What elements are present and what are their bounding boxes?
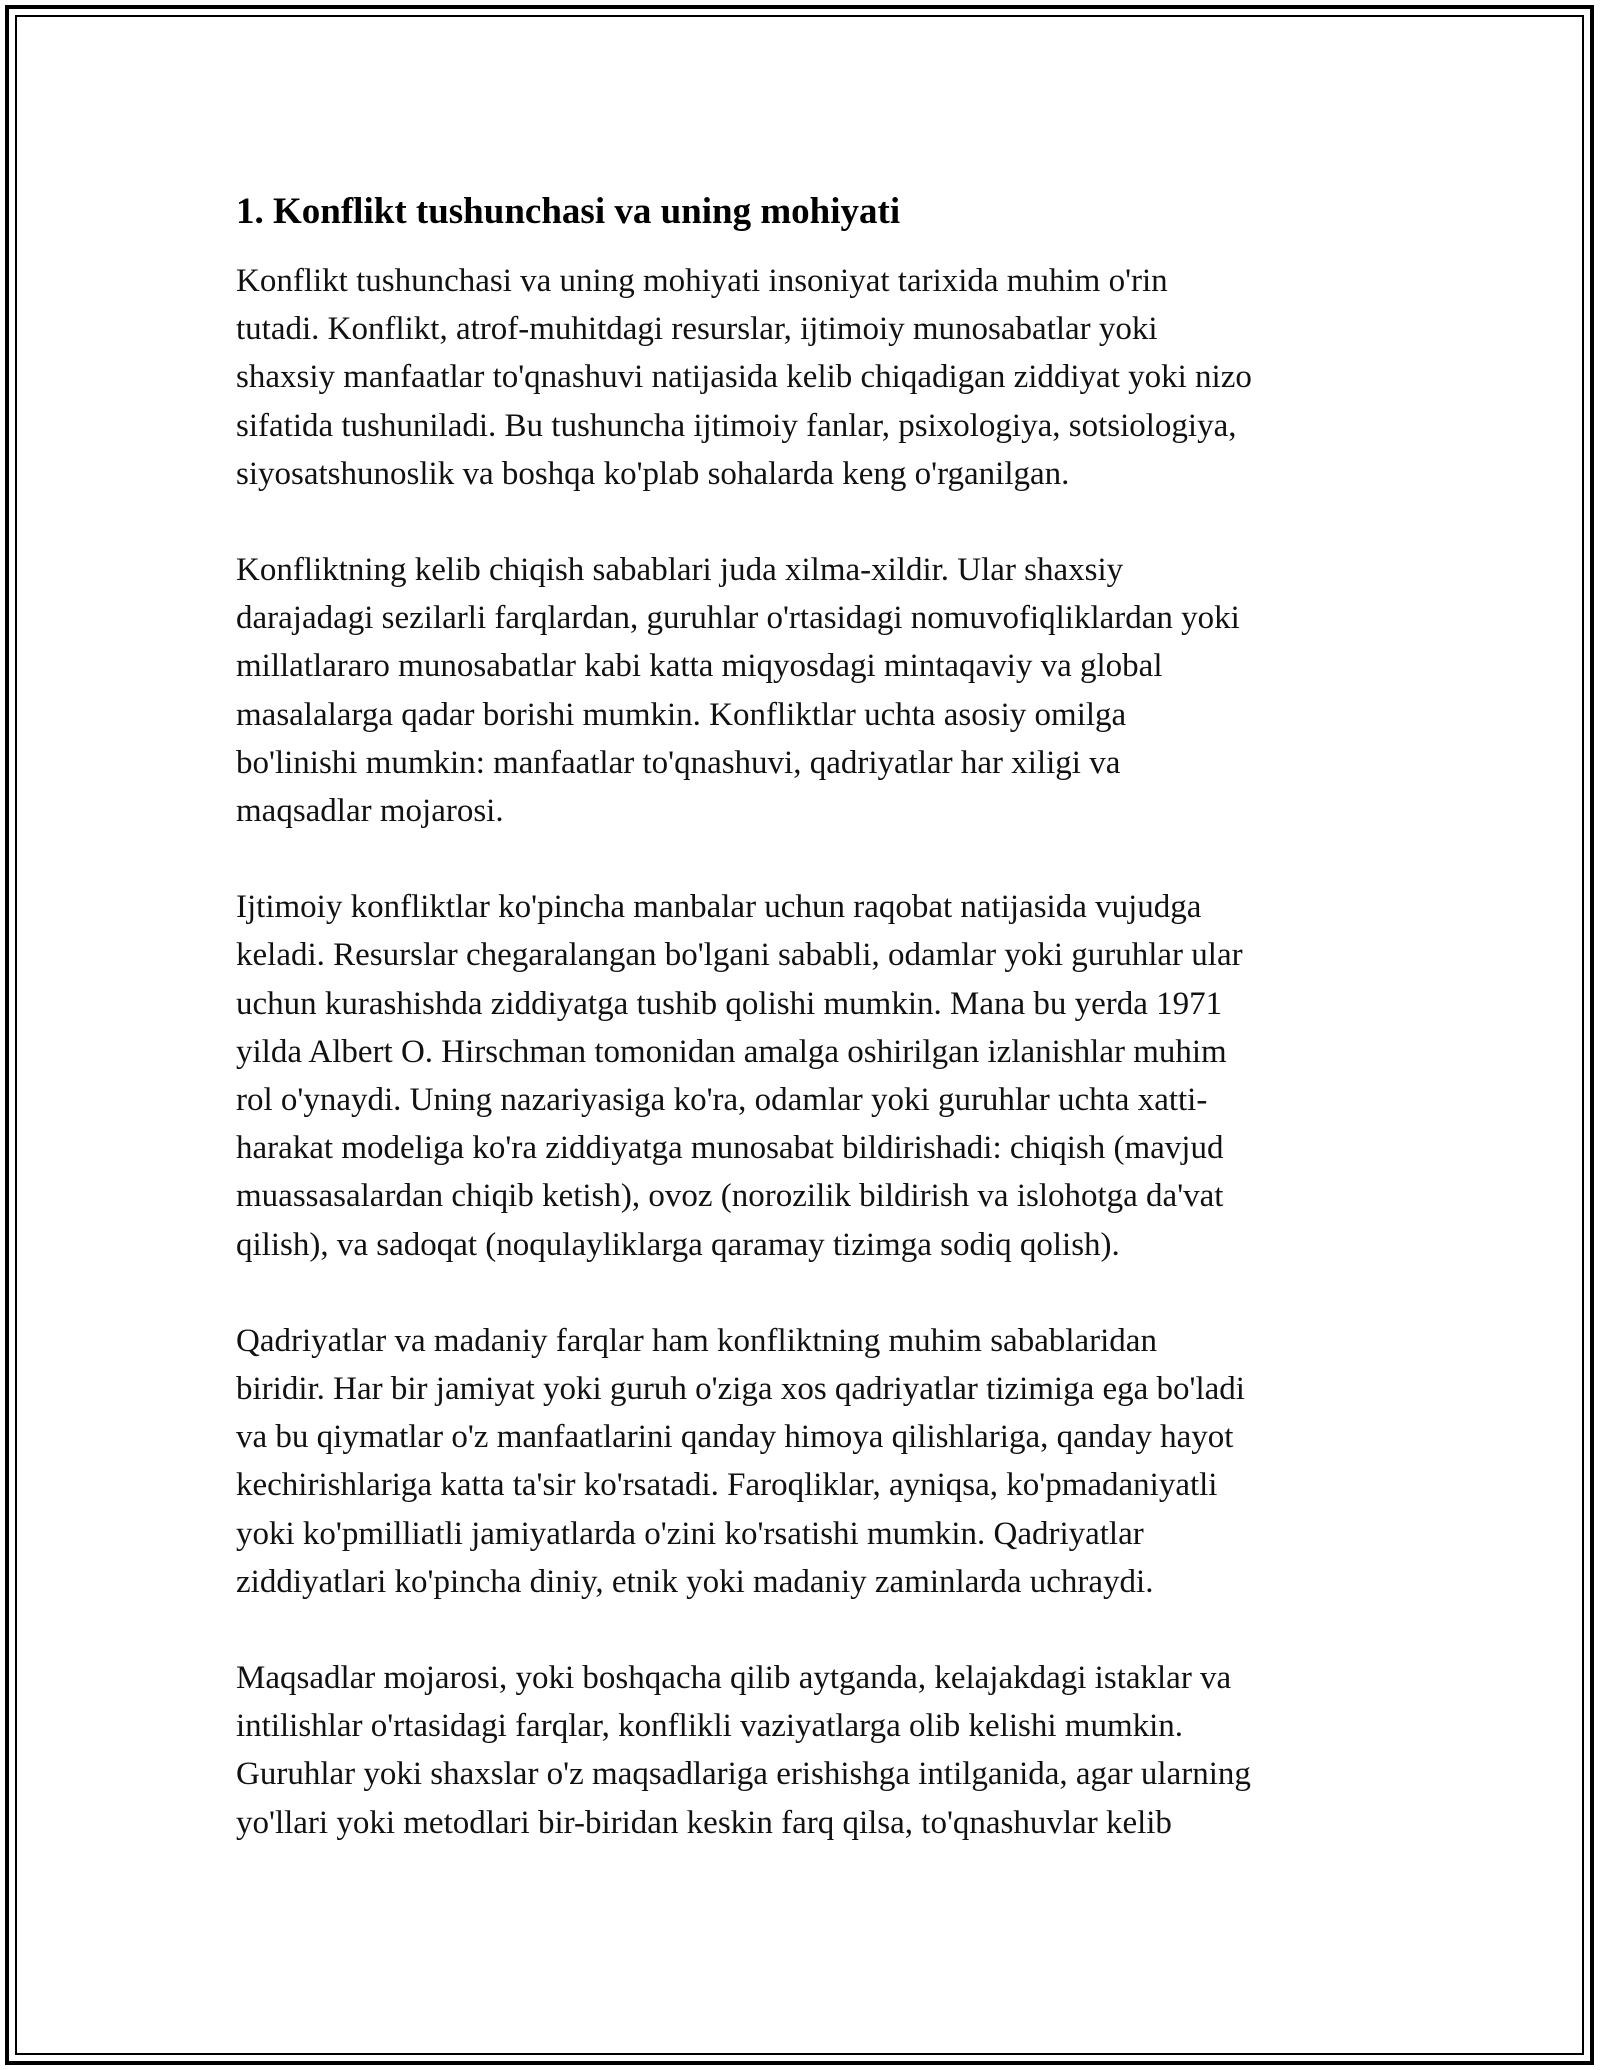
section-heading: 1. Konflikt tushunchasi va uning mohiyati bbox=[236, 191, 901, 232]
paragraph-2: Konfliktning kelib chiqish sabablari juda xilma-xildir. Ular shaxsiy darajadagi sezilarli farqlardan, guruhlar o'rtasidagi nomuvofiqliklardan yoki millatlararo munosabatlar kabi katta miqyosdagi mintaqaviy va global masalalarga qadar borishi mumkin. Konfliktlar uchta asosiy omilga bo'linishi mumkin: manfaatlar to'qnashuvi, qadriyatlar har xiligi va maqsadlar mojarosi. bbox=[236, 552, 1240, 830]
paragraph-5: Maqsadlar mojarosi, yoki boshqacha qilib aytganda, kelajakdagi istaklar va intilishlar o'rtasidagi farqlar, konflikli vaziyatlarga olib kelishi mumkin. Guruhlar yoki shaxslar o'z maqsadlariga erishishga intilganida, agar ularning yo'llari yoki metodlari bir-biridan keskin farq qilsa, to'qnashuvlar kelib bbox=[236, 1660, 1251, 1841]
paragraph-4: Qadriyatlar va madaniy farqlar ham konfliktning muhim sabablaridan biridir. Har bir jamiyat yoki guruh o'ziga xos qadriyatlar tizimiga ega bo'ladi va bu qiymatlar o'z manfaatlarini qanday himoya qilishlariga, qanday hayot kechirishlariga katta ta'sir ko'rsatadi. Faroqliklar, ayniqsa, ko'pmadaniyatli yoki ko'pmilliatli jamiyatlarda o'zini ko'rsatishi mumkin. Qadriyatlar ziddiyatlari ko'pincha diniy, etnik yoki madaniy zaminlarda uchraydi. bbox=[236, 1322, 1245, 1600]
paragraph-3: Ijtimoiy konfliktlar ko'pincha manbalar uchun raqobat natijasida vujudga keladi. Resurslar chegaralangan bo'lgani sababli, odamlar yoki guruhlar ular uchun kurashishda ziddiyatga tushib qolishi mumkin. Mana bu yerda 1971 yilda Albert O. Hirschman tomonidan amalga oshirilgan izlanishlar muhim rol o'ynaydi. Uning nazariyasiga ko'ra, odamlar yoki guruhlar uchta xatti- harakat modeliga ko'ra ziddiyatga munosabat bildirishadi: chiqish (mavjud muassasalardan chiqib ketish), ovoz (norozilik bildirish va islohotga da'vat qilish), va sadoqat (noqulayliklarga qaramay tizimga sodiq qolish). bbox=[236, 889, 1243, 1263]
paragraph-1: Konflikt tushunchasi va uning mohiyati insoniyat tarixida muhim o'rin tutadi. Konflikt, atrof-muhitdagi resurslar, ijtimoiy munosabatlar yoki shaxsiy manfaatlar to'qnashuvi natijasida kelib chiqadigan ziddiyat yoki nizo sifatida tushuniladi. Bu tushuncha ijtimoiy fanlar, psixologiya, sotsiologiya, siyosatshunoslik va boshqa ko'plab sohalarda keng o'rganilgan. bbox=[236, 263, 1252, 492]
document-body bbox=[236, 186, 1376, 1895]
